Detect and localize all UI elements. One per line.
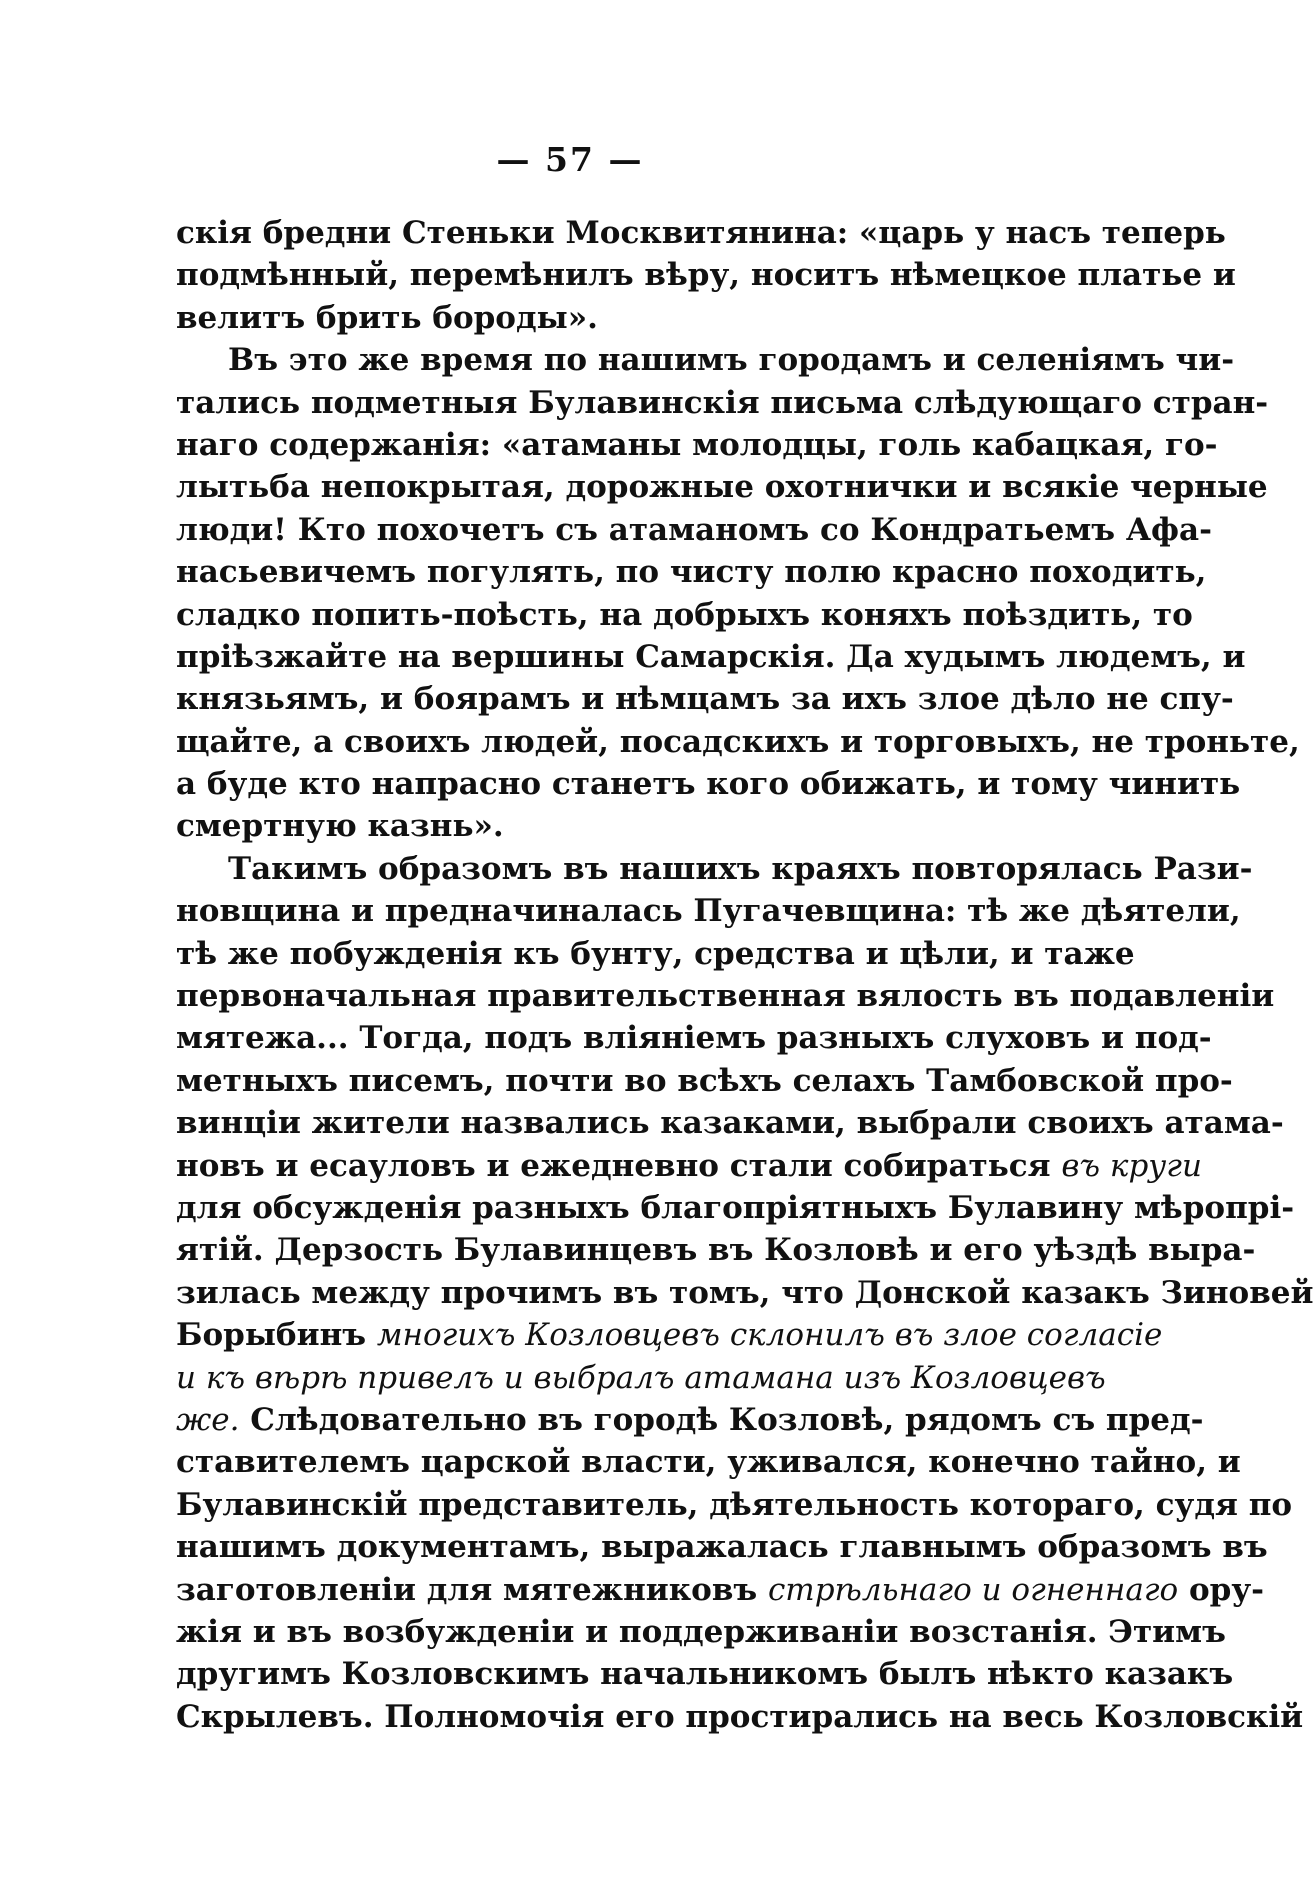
text-segment: жія и въ возбужденіи и поддерживаніи возстанія. Этимъ xyxy=(176,1613,1226,1650)
text-line xyxy=(176,1653,1234,1695)
text-segment: смертную казнь». xyxy=(176,808,504,845)
text-line xyxy=(176,890,1241,932)
text-line xyxy=(176,1484,1293,1526)
text-segment: Въ это же время по нашимъ городамъ и селеніямъ чи- xyxy=(228,342,1235,379)
text-line xyxy=(176,382,1269,424)
text-segment: насьевичемъ погулять, по чисту полю красно походить, xyxy=(176,554,1207,591)
italic-segment: въ круги xyxy=(1061,1147,1202,1184)
text-segment: новъ и есауловъ и ежедневно стали собираться xyxy=(176,1147,1062,1184)
text-line xyxy=(176,721,1300,763)
text-line xyxy=(176,1696,1304,1738)
text-line xyxy=(176,678,1234,720)
text-segment: нашимъ документамъ, выражалась главнымъ образомъ въ xyxy=(176,1529,1268,1566)
text-segment: скія бредни Стеньки Москвитянина: «царь у насъ теперь xyxy=(176,215,1226,251)
text-line xyxy=(176,1272,1314,1314)
text-segment: наго содержанія: «атаманы молодцы, голь кабацкая, го- xyxy=(176,426,1218,463)
text-segment: тались подметныя Булавинскія письма слѣдующаго стран- xyxy=(176,384,1269,421)
text-line xyxy=(176,1187,1295,1229)
text-line xyxy=(176,763,1241,805)
text-segment: заготовленіи для мятежниковъ xyxy=(176,1571,768,1608)
italic-segment: же. xyxy=(176,1401,240,1438)
text-line xyxy=(176,636,1246,678)
text-line xyxy=(176,1569,1265,1611)
text-segment: ставителемъ царской власти, уживался, конечно тайно, и xyxy=(176,1444,1241,1481)
text-segment: люди! Кто похочетъ съ атаманомъ со Кондратьемъ Афа- xyxy=(176,511,1212,548)
text-line xyxy=(176,1314,1163,1356)
text-line xyxy=(176,1017,1212,1059)
text-line xyxy=(176,848,1253,890)
text-line xyxy=(176,212,1226,254)
text-segment: мятежа... Тогда, подъ вліяніемъ разныхъ слуховъ и под- xyxy=(176,1020,1212,1057)
text-segment: пріѣзжайте на вершины Самарскія. Да худымъ людемъ, и xyxy=(176,638,1246,675)
text-segment: лытьба непокрытая, дорожные охотнички и всякіе черные xyxy=(176,469,1268,506)
text-segment: метныхъ писемъ, почти во всѣхъ селахъ Тамбовской про- xyxy=(176,1062,1233,1099)
text-line xyxy=(176,933,1135,975)
text-segment: а буде кто напрасно станетъ кого обижать, и тому чинить xyxy=(176,766,1241,803)
text-segment: Такимъ образомъ въ нашихъ краяхъ повторялась Рази- xyxy=(228,850,1253,887)
text-line xyxy=(176,1145,1202,1187)
text-line xyxy=(176,1357,1106,1399)
text-segment: первоначальная правительственная вялость въ подавленіи xyxy=(176,978,1275,1015)
text-segment: щайте, а своихъ людей, посадскихъ и торговыхъ, не троньте, xyxy=(176,723,1300,760)
text-segment: велитъ брить бороды». xyxy=(176,299,598,336)
text-segment: Скрылевъ. Полномочія его простирались на весь Козловскій xyxy=(176,1698,1304,1735)
text-segment: винціи жители назвались казаками, выбрали своихъ атама- xyxy=(176,1105,1284,1142)
text-line xyxy=(176,466,1268,508)
text-segment: ору- xyxy=(1178,1571,1265,1608)
text-line xyxy=(176,805,1030,847)
text-segment: Слѣдовательно въ городѣ Козловѣ, рядомъ съ пред- xyxy=(239,1401,1204,1438)
text-line xyxy=(176,1399,1204,1441)
text-segment: подмѣнный, перемѣнилъ вѣру, носитъ нѣмецкое платье и xyxy=(176,257,1236,294)
text-line xyxy=(176,297,1030,339)
text-line xyxy=(176,1526,1268,1568)
text-line xyxy=(176,1611,1226,1653)
text-line xyxy=(176,424,1218,466)
text-line xyxy=(176,1441,1241,1483)
italic-segment: стрѣльнаго и огненнаго xyxy=(767,1571,1179,1608)
text-segment: ятій. Дерзость Булавинцевъ въ Козловѣ и его уѣздѣ выра- xyxy=(176,1232,1256,1269)
text-line xyxy=(176,551,1207,593)
text-segment: другимъ Козловскимъ начальникомъ былъ нѣкто казакъ xyxy=(176,1656,1234,1693)
text-line xyxy=(176,1102,1284,1144)
text-line xyxy=(176,254,1236,296)
text-line xyxy=(176,509,1212,551)
italic-segment: многихъ Козловцевъ склонилъ въ злое согласіе xyxy=(376,1317,1163,1354)
text-segment: новщина и предначиналась Пугачевщина: тѣ же дѣятели, xyxy=(176,893,1241,930)
italic-segment: и къ вѣрѣ привелъ и выбралъ атамана изъ Козловцевъ xyxy=(176,1359,1106,1396)
text-line xyxy=(176,594,1193,636)
text-segment: для обсужденія разныхъ благопріятныхъ Булавину мѣропрі- xyxy=(176,1189,1295,1226)
text-segment: сладко попить-поѣсть, на добрыхъ коняхъ поѣздить, то xyxy=(176,596,1193,633)
text-line xyxy=(176,975,1275,1017)
text-segment: тѣ же побужденія къ бунту, средства и цѣли, и таже xyxy=(176,935,1135,972)
text-segment: князьямъ, и боярамъ и нѣмцамъ за ихъ злое дѣло не спу- xyxy=(176,681,1234,718)
text-line xyxy=(176,1229,1256,1271)
body-text xyxy=(176,212,1314,1738)
text-segment: зилась между прочимъ въ томъ, что Донской казакъ Зиновей xyxy=(176,1274,1314,1311)
text-line xyxy=(176,1060,1233,1102)
page-number: — 57 — xyxy=(496,140,644,179)
text-segment: Булавинскій представитель, дѣятельность котораго, судя по xyxy=(176,1486,1293,1523)
text-segment: Борыбинъ xyxy=(176,1317,377,1354)
text-line xyxy=(176,339,1235,381)
